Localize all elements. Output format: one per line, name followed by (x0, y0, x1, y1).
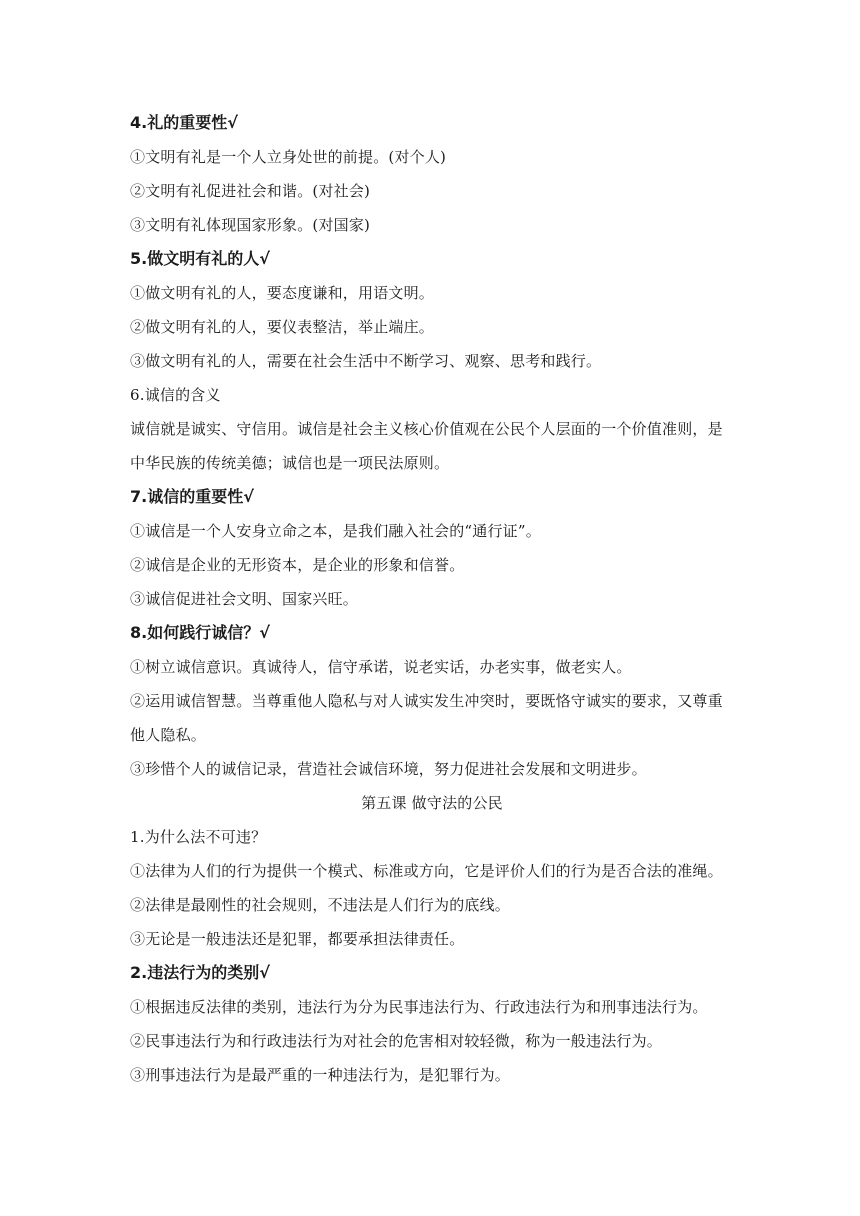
list-item: ②诚信是企业的无形资本，是企业的形象和信誉。 (130, 556, 465, 574)
list-item: ②民事违法行为和行政违法行为对社会的危害相对较轻微，称为一般违法行为。 (130, 1032, 663, 1050)
list-item: ②文明有礼促进社会和谐。(对社会) (130, 182, 371, 200)
list-item: ③珍惜个人的诚信记录，营造社会诚信环境，努力促进社会发展和文明进步。 (130, 760, 647, 778)
list-item: ①诚信是一个人安身立命之本，是我们融入社会的“通行证”。 (130, 522, 541, 540)
document-page (130, 106, 734, 1092)
paragraph: 诚信就是诚实、守信用。诚信是社会主义核心价值观在公民个人层面的一个价值准则，是中华民族的传统美德；诚信也是一项民法原则。 (130, 420, 723, 472)
list-item: ①文明有礼是一个人立身处世的前提。(对个人) (130, 148, 447, 166)
section-heading-8: 8.如何践行诚信？√ (130, 623, 270, 642)
list-item: ②做文明有礼的人，要仪表整洁，举止端庄。 (130, 318, 435, 336)
list-item: ②法律是最刚性的社会规则，不违法是人们行为的底线。 (130, 896, 511, 914)
lesson-title: 第五课 做守法的公民 (361, 794, 503, 812)
question-heading-2: 2.违法行为的类别√ (130, 963, 270, 982)
list-item: ①做文明有礼的人，要态度谦和，用语文明。 (130, 284, 435, 302)
list-item: ①根据违反法律的类别，违法行为分为民事违法行为、行政违法行为和刑事违法行为。 (130, 998, 708, 1016)
list-item: ②运用诚信智慧。当尊重他人隐私与对人诚实发生冲突时，要既恪守诚实的要求，又尊重他人隐私。 (130, 692, 723, 744)
list-item: ③文明有礼体现国家形象。(对国家) (130, 216, 371, 234)
question-heading-1: 1.为什么法不可违？ (130, 828, 267, 846)
list-item: ①树立诚信意识。真诚待人，信守承诺，说老实话，办老实事，做老实人。 (130, 658, 632, 676)
section-heading-7: 7.诚信的重要性√ (130, 487, 254, 506)
list-item: ①法律为人们的行为提供一个模式、标准或方向，它是评价人们的行为是否合法的准绳。 (130, 862, 723, 880)
section-heading-4: 4.礼的重要性√ (130, 113, 238, 132)
section-heading-5: 5.做文明有礼的人√ (130, 249, 270, 268)
list-item: ③诚信促进社会文明、国家兴旺。 (130, 590, 359, 608)
list-item: ③无论是一般违法还是犯罪，都要承担法律责任。 (130, 930, 465, 948)
list-item: ③做文明有礼的人，需要在社会生活中不断学习、观察、思考和践行。 (130, 352, 602, 370)
section-heading-6: 6.诚信的含义 (130, 386, 221, 404)
list-item: ③刑事违法行为是最严重的一种违法行为，是犯罪行为。 (130, 1066, 511, 1084)
